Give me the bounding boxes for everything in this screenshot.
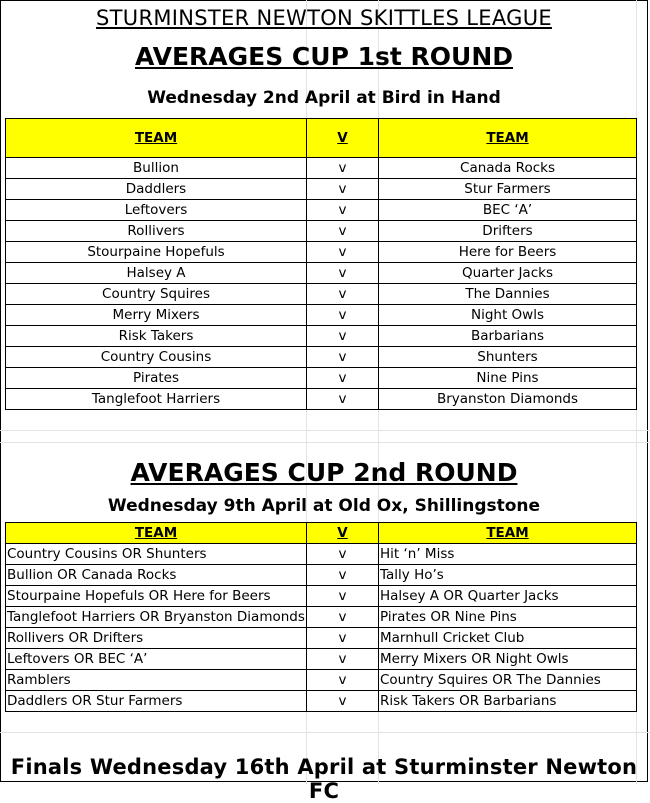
fixture-row bbox=[6, 691, 637, 712]
away-team-cell: Shunters bbox=[379, 347, 637, 368]
gridline bbox=[0, 442, 650, 443]
home-team-cell: Country Cousins OR Shunters bbox=[6, 544, 307, 565]
versus-cell: v bbox=[307, 368, 379, 389]
fixture-row bbox=[6, 368, 637, 389]
column-header-away-team: TEAM bbox=[379, 119, 637, 158]
table-header-row bbox=[6, 523, 637, 544]
away-team-cell: The Dannies bbox=[379, 284, 637, 305]
away-team-cell: Nine Pins bbox=[379, 368, 637, 389]
finals-notice: Finals Wednesday 16th April at Sturminster Newton FC bbox=[10, 755, 638, 803]
home-team-cell: Country Squires bbox=[6, 284, 307, 305]
away-team-cell: Hit ‘n’ Miss bbox=[379, 544, 637, 565]
away-team-cell: Halsey A OR Quarter Jacks bbox=[379, 586, 637, 607]
fixture-row bbox=[6, 565, 637, 586]
versus-cell: v bbox=[307, 544, 379, 565]
away-team-cell: Tally Ho’s bbox=[379, 565, 637, 586]
column-header-away-team: TEAM bbox=[379, 523, 637, 544]
versus-cell: v bbox=[307, 586, 379, 607]
fixture-row bbox=[6, 158, 637, 179]
away-team-cell: Pirates OR Nine Pins bbox=[379, 607, 637, 628]
table-header-row bbox=[6, 119, 637, 158]
fixture-row bbox=[6, 221, 637, 242]
away-team-cell: Risk Takers OR Barbarians bbox=[379, 691, 637, 712]
versus-cell: v bbox=[307, 691, 379, 712]
versus-cell: v bbox=[307, 565, 379, 586]
fixture-row bbox=[6, 242, 637, 263]
away-team-cell: Quarter Jacks bbox=[379, 263, 637, 284]
versus-cell: v bbox=[307, 649, 379, 670]
fixture-row bbox=[6, 670, 637, 691]
empty-cell bbox=[6, 712, 307, 733]
versus-cell: v bbox=[307, 242, 379, 263]
round2-fixtures-table bbox=[5, 522, 637, 732]
gridline bbox=[0, 732, 650, 733]
away-team-cell: Here for Beers bbox=[379, 242, 637, 263]
home-team-cell: Stourpaine Hopefuls bbox=[6, 242, 307, 263]
versus-cell: v bbox=[307, 158, 379, 179]
versus-cell: v bbox=[307, 305, 379, 326]
versus-cell: v bbox=[307, 347, 379, 368]
empty-row bbox=[6, 712, 637, 733]
round1-title: AVERAGES CUP 1st ROUND bbox=[134, 42, 514, 71]
empty-cell bbox=[379, 712, 637, 733]
league-title: STURMINSTER NEWTON SKITTLES LEAGUE bbox=[96, 6, 552, 30]
fixture-row bbox=[6, 263, 637, 284]
away-team-cell: Merry Mixers OR Night Owls bbox=[379, 649, 637, 670]
fixture-row bbox=[6, 347, 637, 368]
home-team-cell: Halsey A bbox=[6, 263, 307, 284]
home-team-cell: Risk Takers bbox=[6, 326, 307, 347]
away-team-cell: Stur Farmers bbox=[379, 179, 637, 200]
versus-cell: v bbox=[307, 200, 379, 221]
home-team-cell: Leftovers bbox=[6, 200, 307, 221]
home-team-cell: Bullion bbox=[6, 158, 307, 179]
column-header-versus: V bbox=[307, 523, 379, 544]
home-team-cell: Country Cousins bbox=[6, 347, 307, 368]
fixture-row bbox=[6, 628, 637, 649]
away-team-cell: Bryanston Diamonds bbox=[379, 389, 637, 410]
round2-title: AVERAGES CUP 2nd ROUND bbox=[130, 458, 518, 487]
versus-cell: v bbox=[307, 389, 379, 410]
versus-cell: v bbox=[307, 607, 379, 628]
home-team-cell: Pirates bbox=[6, 368, 307, 389]
round1-fixtures-table bbox=[5, 118, 637, 410]
versus-cell: v bbox=[307, 221, 379, 242]
home-team-cell: Tanglefoot Harriers bbox=[6, 389, 307, 410]
home-team-cell: Leftovers OR BEC ‘A’ bbox=[6, 649, 307, 670]
column-header-home-team: TEAM bbox=[6, 523, 307, 544]
home-team-cell: Bullion OR Canada Rocks bbox=[6, 565, 307, 586]
versus-cell: v bbox=[307, 326, 379, 347]
fixture-row bbox=[6, 179, 637, 200]
home-team-cell: Daddlers OR Stur Farmers bbox=[6, 691, 307, 712]
fixture-row bbox=[6, 649, 637, 670]
home-team-cell: Rollivers bbox=[6, 221, 307, 242]
fixture-row bbox=[6, 586, 637, 607]
versus-cell: v bbox=[307, 670, 379, 691]
fixture-row bbox=[6, 305, 637, 326]
home-team-cell: Daddlers bbox=[6, 179, 307, 200]
away-team-cell: Marnhull Cricket Club bbox=[379, 628, 637, 649]
fixture-row bbox=[6, 389, 637, 410]
column-header-versus: V bbox=[307, 119, 379, 158]
fixture-row bbox=[6, 607, 637, 628]
away-team-cell: Drifters bbox=[379, 221, 637, 242]
versus-cell: v bbox=[307, 263, 379, 284]
round2-date: Wednesday 9th April at Old Ox, Shillingstone bbox=[107, 496, 541, 516]
empty-cell bbox=[307, 712, 379, 733]
round1-date: Wednesday 2nd April at Bird in Hand bbox=[147, 88, 501, 108]
away-team-cell: Barbarians bbox=[379, 326, 637, 347]
versus-cell: v bbox=[307, 179, 379, 200]
away-team-cell: Night Owls bbox=[379, 305, 637, 326]
gridline bbox=[0, 430, 650, 431]
home-team-cell: Ramblers bbox=[6, 670, 307, 691]
away-team-cell: Country Squires OR The Dannies bbox=[379, 670, 637, 691]
fixture-row bbox=[6, 200, 637, 221]
fixture-row bbox=[6, 544, 637, 565]
fixture-row bbox=[6, 284, 637, 305]
home-team-cell: Merry Mixers bbox=[6, 305, 307, 326]
home-team-cell: Stourpaine Hopefuls OR Here for Beers bbox=[6, 586, 307, 607]
away-team-cell: Canada Rocks bbox=[379, 158, 637, 179]
fixture-row bbox=[6, 326, 637, 347]
home-team-cell: Rollivers OR Drifters bbox=[6, 628, 307, 649]
versus-cell: v bbox=[307, 284, 379, 305]
home-team-cell: Tanglefoot Harriers OR Bryanston Diamonds bbox=[6, 607, 307, 628]
versus-cell: v bbox=[307, 628, 379, 649]
away-team-cell: BEC ‘A’ bbox=[379, 200, 637, 221]
column-header-home-team: TEAM bbox=[6, 119, 307, 158]
